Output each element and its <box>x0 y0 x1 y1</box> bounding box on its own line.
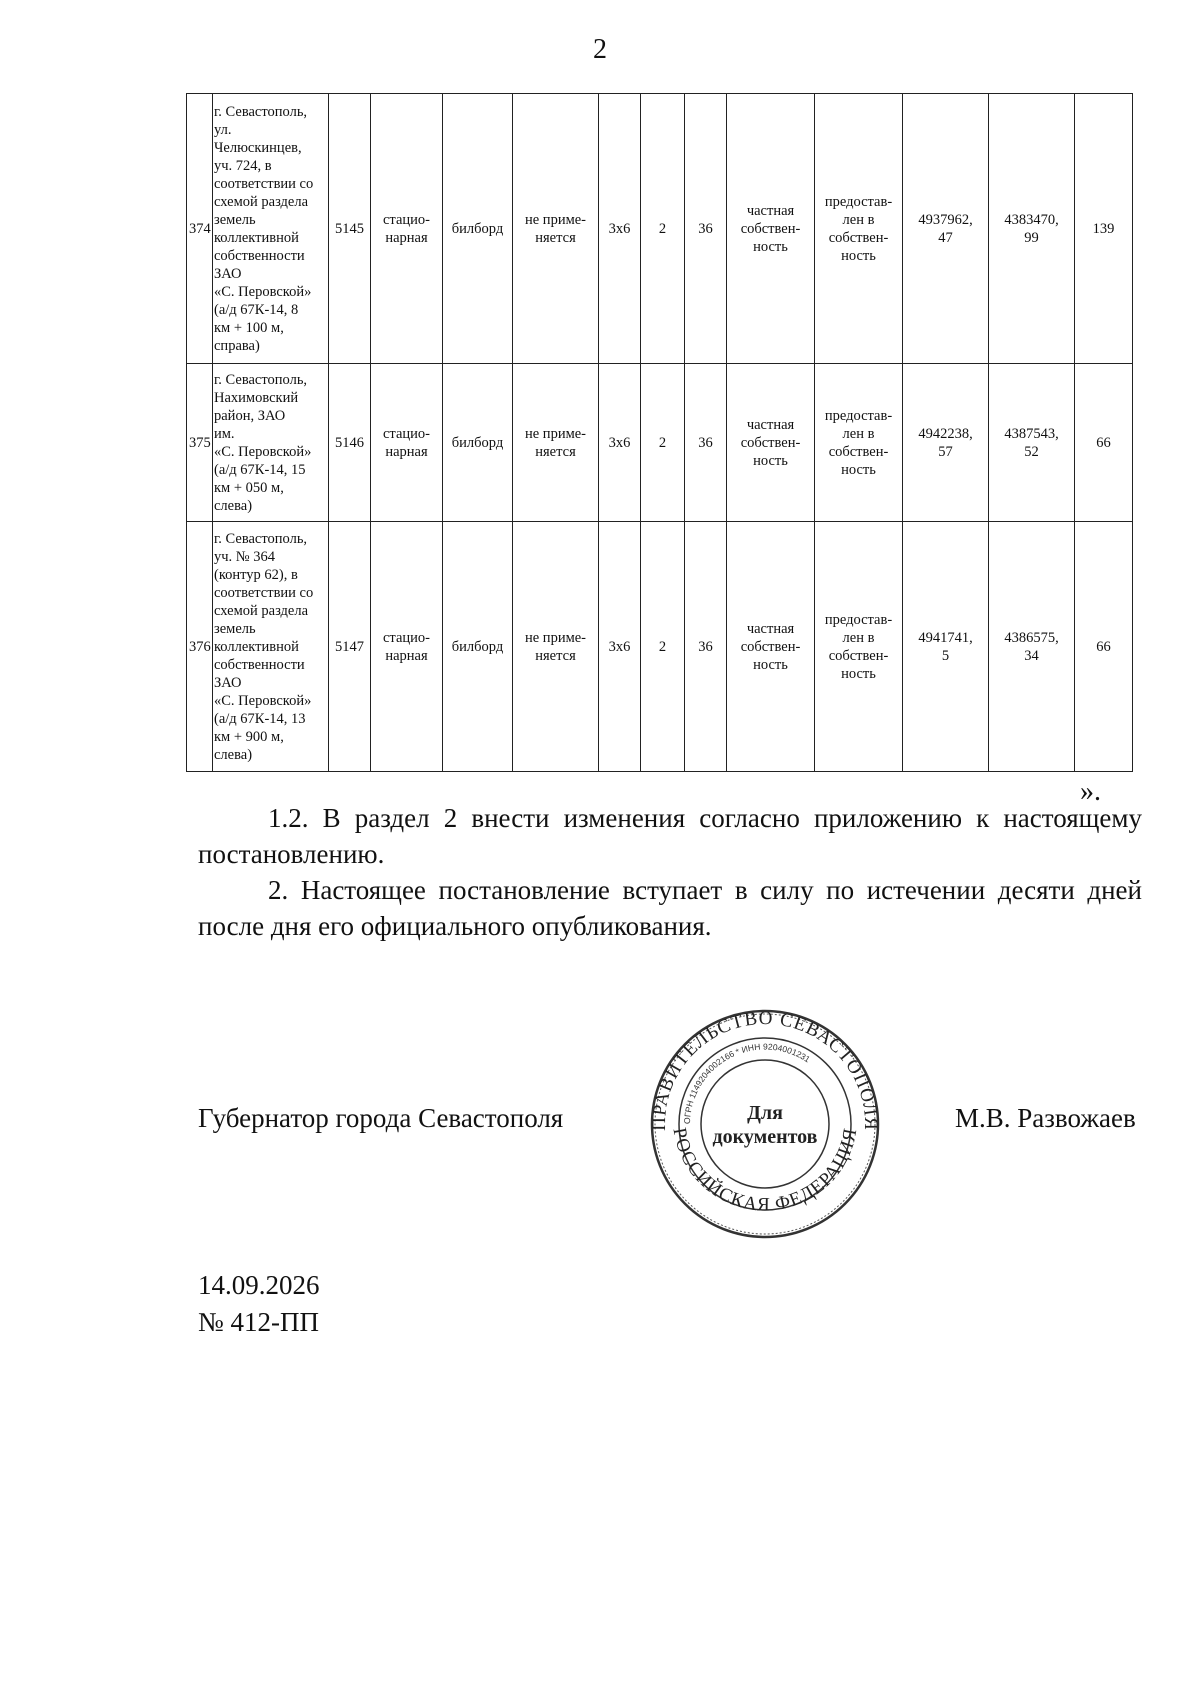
sides: 2 <box>641 94 685 364</box>
paragraph-1-2: 1.2. В раздел 2 внести изменения согласно приложению к настоящему постановлению. <box>198 803 1142 869</box>
structure-type: стацио- нарная <box>371 364 443 522</box>
address-cell: г. Севастополь, уч. № 364 (контур 62), в соответствии со схемой раздела земель коллективной собственности ЗАО «С. Перовской» (а/д 67К-14, 13 км + 900 м, слева) <box>213 522 329 772</box>
land-status: предостав- лен в собствен- ность <box>815 94 903 364</box>
last-value: 66 <box>1075 522 1133 772</box>
land-status: предостав- лен в собствен- ность <box>815 364 903 522</box>
size: 3х6 <box>599 364 641 522</box>
structure-type: стацио- нарная <box>371 522 443 772</box>
table-row <box>187 364 1133 522</box>
closing-quote: ». <box>1080 776 1101 807</box>
coord-y: 4383470, 99 <box>989 94 1075 364</box>
area: 36 <box>685 94 727 364</box>
last-value: 139 <box>1075 94 1133 364</box>
coord-y: 4387543, 52 <box>989 364 1075 522</box>
lighting: не приме- няется <box>513 522 599 772</box>
size: 3х6 <box>599 522 641 772</box>
structure-type: стацио- нарная <box>371 94 443 364</box>
row-number: 375 <box>187 364 213 522</box>
coord-x: 4937962, 47 <box>903 94 989 364</box>
row-number: 376 <box>187 522 213 772</box>
document-date: 14.09.2026 <box>198 1270 320 1300</box>
structure-code: 5146 <box>329 364 371 522</box>
sides: 2 <box>641 522 685 772</box>
document-number: № 412-ПП <box>198 1307 319 1337</box>
billboard-register-table <box>186 93 1133 772</box>
last-value: 66 <box>1075 364 1133 522</box>
coord-x: 4942238, 57 <box>903 364 989 522</box>
seal-inner-text: ОГРН 1149204002166 * ИНН 9204001231 <box>681 1041 812 1125</box>
table-row <box>187 522 1133 772</box>
address-cell: г. Севастополь, ул. Челюскинцев, уч. 724, в соответствии со схемой раздела земель коллективной собственности ЗАО «С. Перовской» (а/д 67К-14, 8 км + 100 м, справа) <box>213 94 329 364</box>
coord-x: 4941741, 5 <box>903 522 989 772</box>
structure-kind: билборд <box>443 522 513 772</box>
signer-title: Губернатор города Севастополя <box>198 1103 564 1133</box>
ownership: частная собствен- ность <box>727 364 815 522</box>
size: 3х6 <box>599 94 641 364</box>
official-seal <box>648 1007 882 1241</box>
table-row <box>187 94 1133 364</box>
signer-name: М.В. Развожаев <box>955 1103 1136 1133</box>
seal-outer-bottom-text: РОССИЙСКАЯ ФЕДЕРАЦИЯ <box>668 1126 862 1216</box>
structure-code: 5145 <box>329 94 371 364</box>
page-number: 2 <box>593 34 607 65</box>
seal-center-line2: документов <box>712 1126 818 1148</box>
seal-center-line1: Для <box>747 1102 783 1124</box>
paragraph-2: 2. Настоящее постановление вступает в силу по истечении десяти дней после дня его официального опубликования. <box>198 875 1142 941</box>
area: 36 <box>685 522 727 772</box>
land-status: предостав- лен в собствен- ность <box>815 522 903 772</box>
lighting: не приме- няется <box>513 364 599 522</box>
structure-kind: билборд <box>443 364 513 522</box>
sides: 2 <box>641 364 685 522</box>
structure-kind: билборд <box>443 94 513 364</box>
lighting: не приме- няется <box>513 94 599 364</box>
address-cell: г. Севастополь, Нахимовский район, ЗАО им. «С. Перовской» (а/д 67К-14, 15 км + 050 м, слева) <box>213 364 329 522</box>
ownership: частная собствен- ность <box>727 522 815 772</box>
seal-outer-top-text: ПРАВИТЕЛЬСТВО СЕВАСТОПОЛЯ <box>648 1007 882 1131</box>
coord-y: 4386575, 34 <box>989 522 1075 772</box>
row-number: 374 <box>187 94 213 364</box>
area: 36 <box>685 364 727 522</box>
structure-code: 5147 <box>329 522 371 772</box>
ownership: частная собствен- ность <box>727 94 815 364</box>
